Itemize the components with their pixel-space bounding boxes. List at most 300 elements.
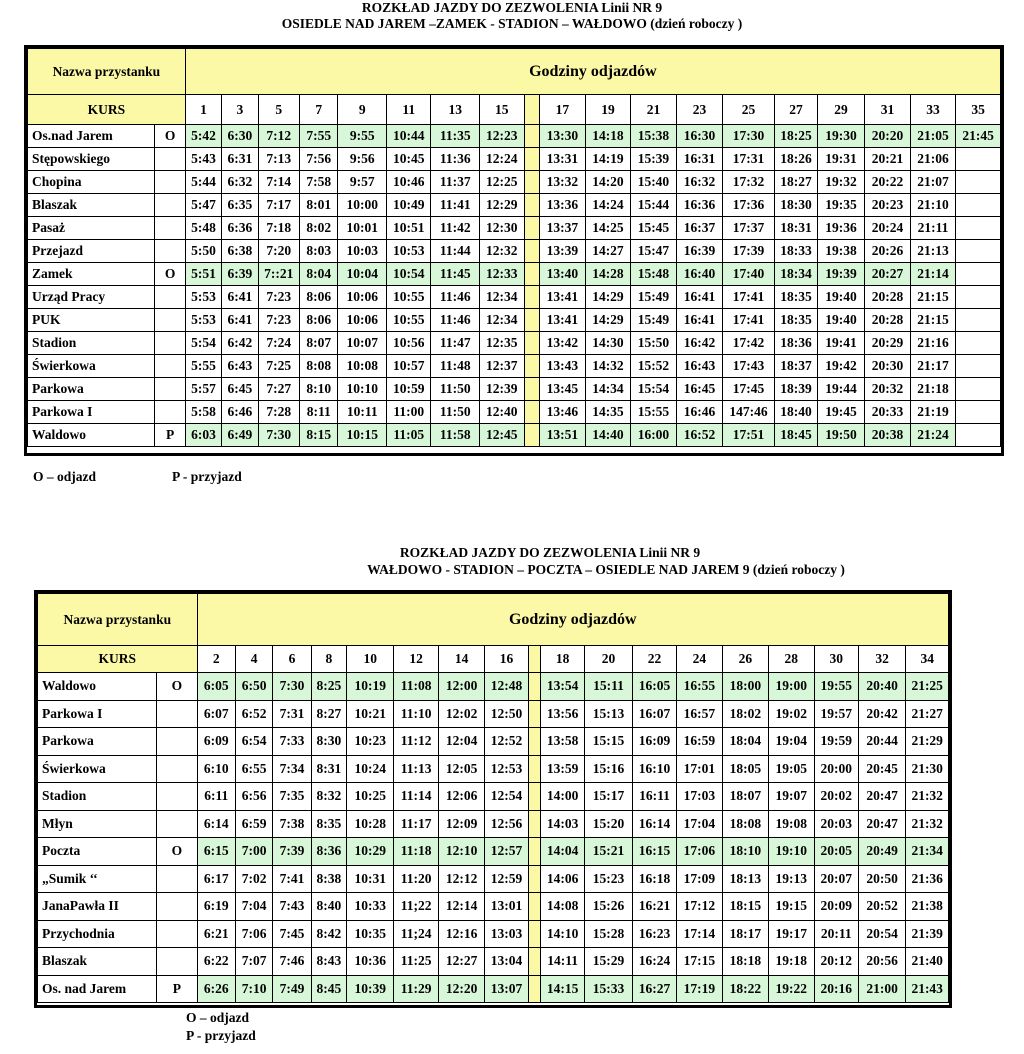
departure-time: 16:52 <box>677 424 723 447</box>
run-number: 19 <box>586 95 631 125</box>
column-gap <box>524 378 539 401</box>
departure-time: 7:34 <box>273 755 311 783</box>
run-number: 10 <box>347 646 394 673</box>
departure-time: 21:16 <box>910 332 956 355</box>
departure-time: 8:31 <box>311 755 346 783</box>
table-row <box>28 401 1001 424</box>
stop-name: Przychodnia <box>38 920 157 948</box>
departure-time: 6:26 <box>197 975 235 1003</box>
departure-time: 11:37 <box>431 171 480 194</box>
column-gap <box>528 975 540 1003</box>
departure-time: 8:36 <box>311 838 346 866</box>
departure-time: 11:48 <box>431 355 480 378</box>
departure-time: 19:59 <box>814 728 858 756</box>
departure-time <box>956 240 1001 263</box>
departure-time: 20:29 <box>865 332 911 355</box>
departure-time: 21:38 <box>906 893 949 921</box>
departure-time: 20:11 <box>814 920 858 948</box>
departure-time: 21:29 <box>906 728 949 756</box>
departure-time: 14:10 <box>540 920 584 948</box>
departure-time <box>956 309 1001 332</box>
departure-time: 19:35 <box>817 194 865 217</box>
departure-time: 16:10 <box>632 755 676 783</box>
departure-time: 6:03 <box>185 424 221 447</box>
departure-time: 6:54 <box>235 728 272 756</box>
column-gap <box>528 948 540 976</box>
departure-time: 11:45 <box>431 263 480 286</box>
departure-time: 8:03 <box>300 240 338 263</box>
run-number: 5 <box>258 95 299 125</box>
departure-time: 11:47 <box>431 332 480 355</box>
run-number: 17 <box>539 95 586 125</box>
departure-time: 20:56 <box>858 948 905 976</box>
departure-time: 6:19 <box>197 893 235 921</box>
departure-time: 20:28 <box>865 286 911 309</box>
departure-time: 12:09 <box>438 810 484 838</box>
departure-time: 18:15 <box>722 893 768 921</box>
departure-time: 6:09 <box>197 728 235 756</box>
departure-time: 7:06 <box>235 920 272 948</box>
departure-time <box>956 148 1001 171</box>
departure-time: 11:17 <box>394 810 438 838</box>
departure-time: 15:13 <box>585 700 632 728</box>
departure-time: 17:30 <box>722 125 775 148</box>
departure-time: 16:39 <box>677 240 723 263</box>
column-gap <box>528 865 540 893</box>
departure-time: 7:31 <box>273 700 311 728</box>
departure-time: 16:15 <box>632 838 676 866</box>
departure-time: 11:05 <box>386 424 431 447</box>
run-number: 1 <box>185 95 221 125</box>
departure-time: 15:17 <box>585 783 632 811</box>
departure-time: 19:15 <box>769 893 814 921</box>
stop-mark <box>157 948 197 976</box>
run-number: 4 <box>235 646 272 673</box>
column-gap <box>524 309 539 332</box>
departure-time: 5:53 <box>185 286 221 309</box>
stop-name: Świerkowa <box>28 355 155 378</box>
column-gap <box>528 673 540 701</box>
column-gap <box>524 286 539 309</box>
column-gap <box>528 700 540 728</box>
departure-time: 6:38 <box>222 240 258 263</box>
departure-time: 5:55 <box>185 355 221 378</box>
run-number: 29 <box>817 95 865 125</box>
departure-time: 20:33 <box>865 401 911 424</box>
departure-time: 5:50 <box>185 240 221 263</box>
departure-time <box>956 401 1001 424</box>
run-number: 27 <box>775 95 817 125</box>
table-row <box>28 263 1001 286</box>
departure-time: 12:50 <box>485 700 528 728</box>
departure-time: 18:22 <box>722 975 768 1003</box>
departure-time: 12:33 <box>480 263 525 286</box>
departure-time: 12:32 <box>480 240 525 263</box>
departure-time: 8:10 <box>300 378 338 401</box>
departure-time: 15:26 <box>585 893 632 921</box>
departure-time: 20:21 <box>865 148 911 171</box>
departure-time: 13:51 <box>539 424 586 447</box>
departure-time: 11:41 <box>431 194 480 217</box>
departure-time: 19:05 <box>769 755 814 783</box>
departure-time: 10:45 <box>386 148 431 171</box>
departure-time: 21:34 <box>906 838 949 866</box>
departure-time: 12:27 <box>438 948 484 976</box>
departure-time: 17:42 <box>722 332 775 355</box>
departure-time: 14:20 <box>586 171 631 194</box>
departure-time: 13:39 <box>539 240 586 263</box>
stop-name: „Sumik ‘‘ <box>38 865 157 893</box>
departure-time: 21:30 <box>906 755 949 783</box>
departure-time: 20:42 <box>858 700 905 728</box>
departure-time: 11:00 <box>386 401 431 424</box>
departure-time: 16:32 <box>677 171 723 194</box>
departure-time: 10:36 <box>347 948 394 976</box>
run-number: 28 <box>769 646 814 673</box>
departure-time: 18:08 <box>722 810 768 838</box>
departure-time: 5:53 <box>185 309 221 332</box>
departure-time: 6:21 <box>197 920 235 948</box>
departure-time: 10:35 <box>347 920 394 948</box>
departure-time: 12:14 <box>438 893 484 921</box>
departure-time: 21:19 <box>910 401 956 424</box>
departure-time: 12:35 <box>480 332 525 355</box>
departure-time: 8:06 <box>300 309 338 332</box>
stop-name: Waldowo <box>38 673 157 701</box>
departure-time: 14:04 <box>540 838 584 866</box>
departure-time: 7:55 <box>300 125 338 148</box>
departure-time: 8:35 <box>311 810 346 838</box>
departure-time: 18:18 <box>722 948 768 976</box>
departure-time: 5:48 <box>185 217 221 240</box>
column-gap <box>524 424 539 447</box>
departure-time: 18:25 <box>775 125 817 148</box>
departure-time: 11:20 <box>394 865 438 893</box>
stop-name: Parkowa I <box>38 700 157 728</box>
departure-time: 12:24 <box>480 148 525 171</box>
departure-time: 21:14 <box>910 263 956 286</box>
departure-time: 12:12 <box>438 865 484 893</box>
timetable1-legend-o: O – odjazd <box>33 469 97 484</box>
departure-time: 12:40 <box>480 401 525 424</box>
departure-time: 14:18 <box>586 125 631 148</box>
column-gap <box>528 893 540 921</box>
departure-time: 15:40 <box>630 171 677 194</box>
departure-time: 14:06 <box>540 865 584 893</box>
departure-time: 10:28 <box>347 810 394 838</box>
departure-time: 7:58 <box>300 171 338 194</box>
departure-time: 20:02 <box>814 783 858 811</box>
departure-time: 10:15 <box>338 424 387 447</box>
departure-time: 12:53 <box>485 755 528 783</box>
departure-time: 12:30 <box>480 217 525 240</box>
departure-time <box>956 378 1001 401</box>
departure-time: 7:25 <box>258 355 299 378</box>
departure-time: 6:50 <box>235 673 272 701</box>
departure-time: 10:55 <box>386 309 431 332</box>
stop-mark <box>155 355 185 378</box>
departure-time: 10:01 <box>338 217 387 240</box>
departure-time: 18:31 <box>775 217 817 240</box>
departure-time: 10:06 <box>338 286 387 309</box>
departure-time: 10:44 <box>386 125 431 148</box>
departure-time: 15:39 <box>630 148 677 171</box>
departure-time: 19:32 <box>817 171 865 194</box>
departure-time: 11:14 <box>394 783 438 811</box>
departure-time: 11:35 <box>431 125 480 148</box>
departure-time: 15:54 <box>630 378 677 401</box>
departure-time: 15:48 <box>630 263 677 286</box>
departure-time: 7:27 <box>258 378 299 401</box>
departure-time: 15:49 <box>630 286 677 309</box>
departure-time: 15:47 <box>630 240 677 263</box>
departure-time: 20:54 <box>858 920 905 948</box>
departure-time: 16:21 <box>632 893 676 921</box>
departure-time: 17:36 <box>722 194 775 217</box>
departure-time: 20:49 <box>858 838 905 866</box>
departure-time: 17:14 <box>677 920 722 948</box>
departure-time: 19:42 <box>817 355 865 378</box>
departure-time: 9:55 <box>338 125 387 148</box>
departure-time: 14:29 <box>586 309 631 332</box>
departure-time: 19:50 <box>817 424 865 447</box>
departure-time: 15:20 <box>585 810 632 838</box>
departure-time: 19:39 <box>817 263 865 286</box>
departure-time: 20:05 <box>814 838 858 866</box>
departure-time: 15:49 <box>630 309 677 332</box>
departure-time: 18:07 <box>722 783 768 811</box>
departure-time: 21:17 <box>910 355 956 378</box>
departure-time: 14:19 <box>586 148 631 171</box>
departure-time: 6:15 <box>197 838 235 866</box>
departure-time: 8:02 <box>300 217 338 240</box>
departure-time: 13:41 <box>539 309 586 332</box>
departure-time: 10:46 <box>386 171 431 194</box>
departure-time: 16:57 <box>677 700 722 728</box>
table-row <box>38 728 949 756</box>
departure-time: 7:24 <box>258 332 299 355</box>
column-gap <box>524 217 539 240</box>
departure-time: 12:37 <box>480 355 525 378</box>
departure-time: 20:12 <box>814 948 858 976</box>
departure-time: 16:45 <box>677 378 723 401</box>
departure-time: 6:14 <box>197 810 235 838</box>
departure-time: 12:00 <box>438 673 484 701</box>
timetable1-table <box>24 45 1004 456</box>
departure-time: 7:23 <box>258 309 299 332</box>
departure-time: 10:07 <box>338 332 387 355</box>
departure-time: 7:12 <box>258 125 299 148</box>
stop-mark <box>155 309 185 332</box>
stop-mark <box>157 728 197 756</box>
departure-time: 9:56 <box>338 148 387 171</box>
table-row <box>38 783 949 811</box>
departure-time: 19:10 <box>769 838 814 866</box>
departure-time: 5:57 <box>185 378 221 401</box>
departure-time: 10:57 <box>386 355 431 378</box>
departure-time: 15:38 <box>630 125 677 148</box>
departure-time: 21:06 <box>910 148 956 171</box>
departure-time: 19:07 <box>769 783 814 811</box>
departure-time: 21:25 <box>906 673 949 701</box>
departure-time: 8:42 <box>311 920 346 948</box>
departure-time: 17:04 <box>677 810 722 838</box>
column-gap <box>524 355 539 378</box>
table-row <box>28 148 1001 171</box>
departure-time: 18:36 <box>775 332 817 355</box>
departure-time: 10:59 <box>386 378 431 401</box>
departure-time: 16:14 <box>632 810 676 838</box>
run-number: 22 <box>632 646 676 673</box>
departure-time: 19:44 <box>817 378 865 401</box>
column-gap <box>524 263 539 286</box>
column-gap <box>524 332 539 355</box>
departure-time: 7:46 <box>273 948 311 976</box>
departure-time: 16:31 <box>677 148 723 171</box>
departure-time: 11;22 <box>394 893 438 921</box>
departure-time: 14:32 <box>586 355 631 378</box>
departure-time: 13:36 <box>539 194 586 217</box>
stop-mark <box>155 378 185 401</box>
stop-name: Chopina <box>28 171 155 194</box>
departure-time: 7:20 <box>258 240 299 263</box>
departure-time: 13:59 <box>540 755 584 783</box>
departure-time: 5:47 <box>185 194 221 217</box>
departure-time: 10:31 <box>347 865 394 893</box>
departure-time: 19:41 <box>817 332 865 355</box>
departure-time: 15:52 <box>630 355 677 378</box>
timetable2-legend-o: O – odjazd <box>186 1010 250 1025</box>
departure-time: 14:24 <box>586 194 631 217</box>
departure-time: 13:45 <box>539 378 586 401</box>
departure-time: 21:32 <box>906 810 949 838</box>
departure-time: 13:56 <box>540 700 584 728</box>
departure-time: 20:47 <box>858 783 905 811</box>
departure-time: 17:09 <box>677 865 722 893</box>
run-number: 30 <box>814 646 858 673</box>
departure-time: 20:50 <box>858 865 905 893</box>
departure-time: 17:03 <box>677 783 722 811</box>
departure-time: 5:51 <box>185 263 221 286</box>
departure-time: 11:44 <box>431 240 480 263</box>
stop-name-header: Nazwa przystanku <box>28 49 186 95</box>
departure-time: 7::21 <box>258 263 299 286</box>
departure-time: 6:46 <box>222 401 258 424</box>
departure-time: 8:01 <box>300 194 338 217</box>
stop-mark: P <box>157 975 197 1003</box>
timetable2-legend-p: P - przyjazd <box>186 1028 256 1043</box>
departure-time: 7:56 <box>300 148 338 171</box>
departure-time: 20:00 <box>814 755 858 783</box>
departure-time: 15:16 <box>585 755 632 783</box>
departure-time: 19:17 <box>769 920 814 948</box>
departure-time: 17:39 <box>722 240 775 263</box>
stop-mark <box>155 217 185 240</box>
departure-time: 16:37 <box>677 217 723 240</box>
departure-time: 17:06 <box>677 838 722 866</box>
stop-name: Stępowskiego <box>28 148 155 171</box>
departure-time: 21:27 <box>906 700 949 728</box>
stop-mark <box>155 332 185 355</box>
departure-time: 8:27 <box>311 700 346 728</box>
stop-name: Blaszak <box>28 194 155 217</box>
departure-time: 7:14 <box>258 171 299 194</box>
departure-time: 7:35 <box>273 783 311 811</box>
table-row <box>38 700 949 728</box>
departure-time: 11:46 <box>431 286 480 309</box>
table-row <box>28 309 1001 332</box>
run-number: 11 <box>386 95 431 125</box>
departure-time: 10:03 <box>338 240 387 263</box>
departure-time: 20:16 <box>814 975 858 1003</box>
run-number: 23 <box>677 95 723 125</box>
run-number: 20 <box>585 646 632 673</box>
run-number: 6 <box>273 646 311 673</box>
stop-mark <box>155 148 185 171</box>
column-gap <box>528 920 540 948</box>
stop-mark <box>157 893 197 921</box>
departure-time: 17:41 <box>722 286 775 309</box>
departure-time: 10:10 <box>338 378 387 401</box>
departure-time <box>956 217 1001 240</box>
departure-time: 19:40 <box>817 286 865 309</box>
departure-time: 20:26 <box>865 240 911 263</box>
stop-name: Os.nad Jarem <box>28 125 155 148</box>
departure-time: 13:54 <box>540 673 584 701</box>
departure-time: 14:35 <box>586 401 631 424</box>
departure-time: 5:42 <box>185 125 221 148</box>
departure-time: 18:10 <box>722 838 768 866</box>
stop-name: Parkowa <box>38 728 157 756</box>
departure-time: 11:18 <box>394 838 438 866</box>
departure-time: 6:52 <box>235 700 272 728</box>
stop-name: Os. nad Jarem <box>38 975 157 1003</box>
departure-time: 6:22 <box>197 948 235 976</box>
departure-time: 19:04 <box>769 728 814 756</box>
timetable2-title-line2: WAŁDOWO - STADION – POCZTA – OSIEDLE NAD JAREM 9 (dzień roboczy ) <box>367 562 845 577</box>
stop-name: JanaPawła II <box>38 893 157 921</box>
stop-mark <box>155 401 185 424</box>
departure-time: 20:09 <box>814 893 858 921</box>
departure-time: 21:13 <box>910 240 956 263</box>
departure-time: 14:11 <box>540 948 584 976</box>
departure-time: 8:15 <box>300 424 338 447</box>
departure-time: 10:55 <box>386 286 431 309</box>
run-number: 3 <box>222 95 258 125</box>
departure-time: 8:25 <box>311 673 346 701</box>
departure-time: 18:37 <box>775 355 817 378</box>
departure-time: 10:39 <box>347 975 394 1003</box>
departure-time <box>956 171 1001 194</box>
stop-mark <box>157 920 197 948</box>
departure-time: 17:43 <box>722 355 775 378</box>
stop-name: Pasaż <box>28 217 155 240</box>
departure-time <box>956 424 1001 447</box>
column-gap <box>528 755 540 783</box>
departure-time: 21:05 <box>910 125 956 148</box>
departure-time: 7:38 <box>273 810 311 838</box>
departure-time: 12:54 <box>485 783 528 811</box>
departure-time: 12:25 <box>480 171 525 194</box>
departure-time: 21:32 <box>906 783 949 811</box>
departure-times-header: Godziny odjazdów <box>185 49 1000 95</box>
timetable2-title-line1: ROZKŁAD JAZDY DO ZEZWOLENIA Linii NR 9 <box>399 545 701 560</box>
departure-time: 8:07 <box>300 332 338 355</box>
table-row <box>28 424 1001 447</box>
departure-time <box>956 332 1001 355</box>
table-row <box>38 838 949 866</box>
stop-mark: O <box>155 263 185 286</box>
